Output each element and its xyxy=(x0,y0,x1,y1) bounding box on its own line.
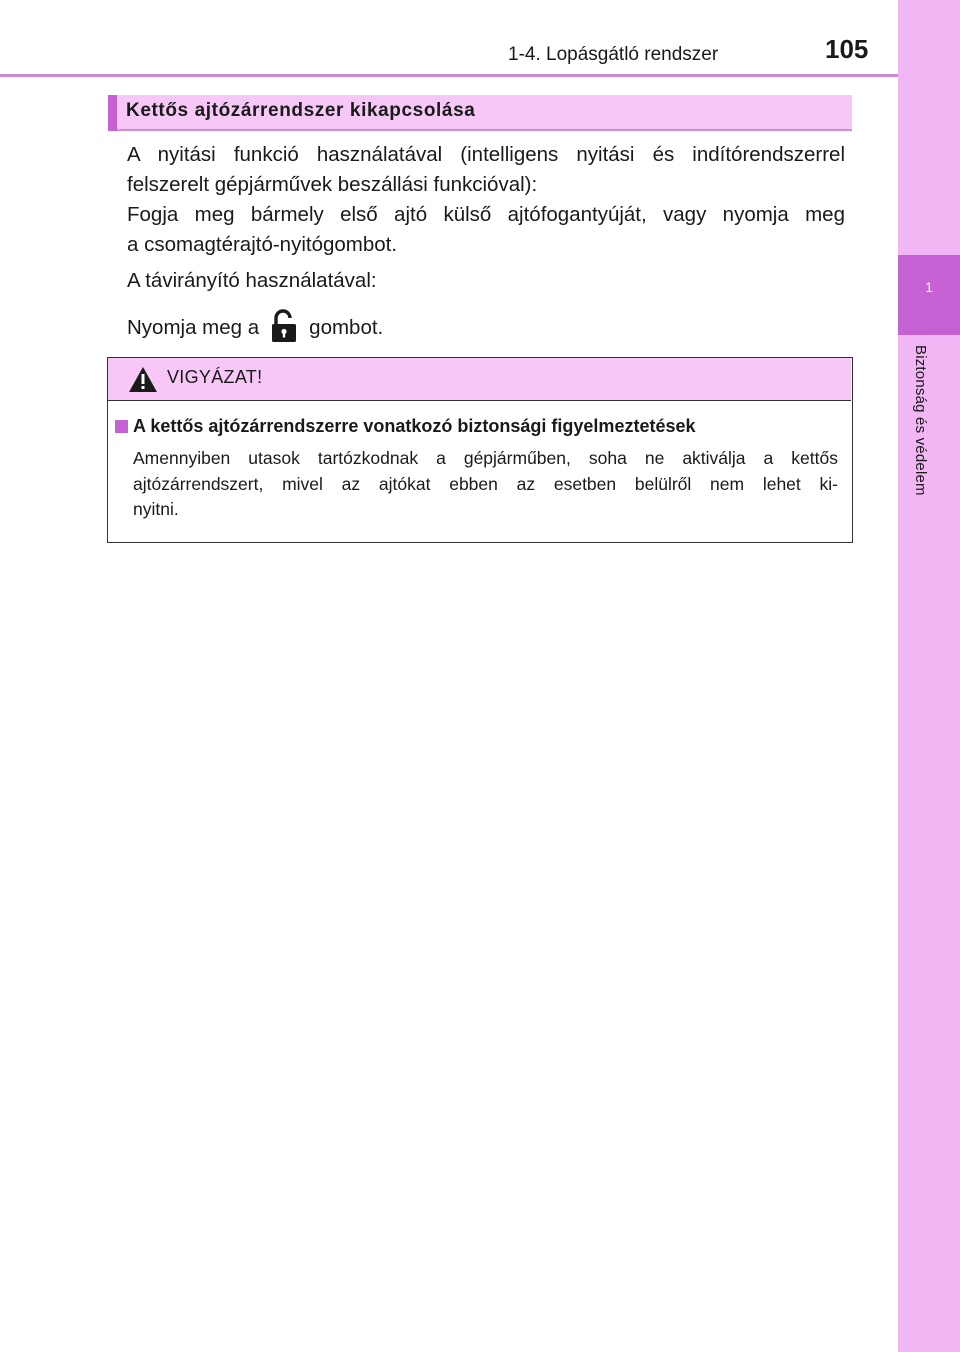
remote-label: A távirányító használatával: xyxy=(127,269,377,292)
chapter-title: Biztonság és védelem xyxy=(912,345,929,496)
body-line-3: Fogja meg bármely első ajtó külső ajtófogantyúját, vagy nyomja meg xyxy=(127,203,845,226)
section-title-bar xyxy=(108,95,852,131)
caution-header xyxy=(108,358,851,401)
body-line-2: felszerelt gépjárművek beszállási funkcióval): xyxy=(127,173,538,196)
caution-line-3: nyitni. xyxy=(133,499,179,519)
unlock-icon xyxy=(267,309,301,343)
section-heading: 1-4. Lopásgátló rendszer xyxy=(508,44,719,65)
press-after: gombot. xyxy=(309,316,384,339)
section-title: Kettős ajtózárrendszer kikapcsolása xyxy=(126,100,476,121)
page-number: 105 xyxy=(825,34,869,64)
caution-label: VIGYÁZAT! xyxy=(167,367,263,387)
warning-triangle-icon xyxy=(128,366,158,393)
press-before: Nyomja meg a xyxy=(127,316,260,339)
caution-heading: A kettős ajtózárrendszerre vonatkozó biztonsági figyelmeztetések xyxy=(133,416,696,436)
caution-box xyxy=(107,357,853,543)
caution-line-1: Amennyiben utasok tartózkodnak a gépjárműben, soha ne aktiválja a kettős xyxy=(133,448,838,468)
press-instruction xyxy=(127,309,845,343)
body-line-1: A nyitási funkció használatával (intelligens nyitási és indítórendszerrel xyxy=(127,143,845,166)
caution-body xyxy=(133,446,838,523)
caution-bullet-icon xyxy=(115,420,128,433)
chapter-number: 1 xyxy=(925,279,933,295)
chapter-tab xyxy=(898,255,960,335)
caution-line-2: ajtózárrendszert, mivel az ajtókat ebben az esetben belülről nem lehet ki- xyxy=(133,473,838,494)
side-strip xyxy=(898,0,960,1352)
body-line-4: a csomagtérajtó-nyitógombot. xyxy=(127,233,398,256)
header-divider xyxy=(0,74,898,77)
section-title-accent xyxy=(108,95,117,131)
